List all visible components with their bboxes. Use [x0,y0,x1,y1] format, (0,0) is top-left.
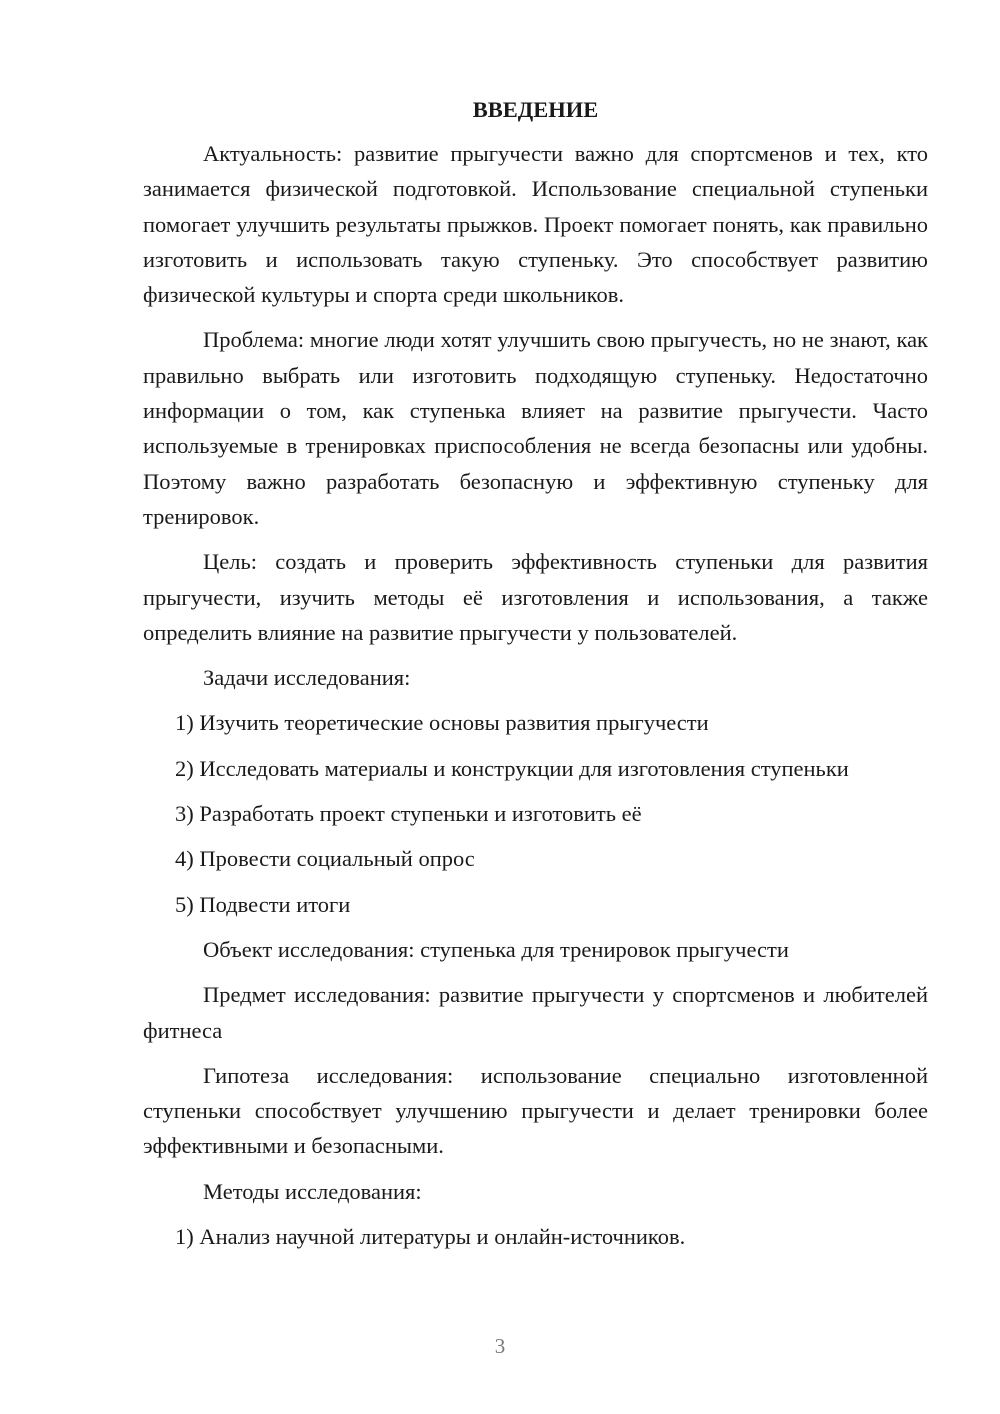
problem-paragraph: Проблема: многие люди хотят улучшить свою прыгучесть, но не знают, как правильно выбрать или изготовить подходящую ступеньку. Недостаточно информации о том, как ступенька влияет на развитие прыгучести. Часто используемые в тренировках приспособления не всегда безопасны или удобны. Поэтому важно разработать безопасную и эффективную ступеньку для тренировок. [143,327,928,529]
task-item: 2) Исследовать материалы и конструкции для изготовления ступеньки [175,755,849,781]
method-item: 1) Анализ научной литературы и онлайн-источников. [175,1224,686,1250]
relevance-paragraph: Актуальность: развитие прыгучести важно для спортсменов и тех, кто занимается физической подготовкой. Использование специальной ступеньки помогает улучшить результаты прыжков. Проект помогает понять, как правильно изготовить и использовать такую ступеньку. Это способствует развитию физической культуры и спорта среди школьников. [143,141,928,308]
methods-heading: Методы исследования: [203,1178,422,1204]
tasks-heading: Задачи исследования: [203,665,411,691]
task-item: 3) Разработать проект ступеньки и изготовить её [175,801,642,827]
page-number: 3 [494,1334,506,1358]
document-page [143,95,928,1264]
section-title: ВВЕДЕНИЕ [472,97,599,122]
object-paragraph: Объект исследования: ступенька для тренировок прыгучести [203,936,789,962]
task-item: 1) Изучить теоретические основы развития прыгучести [175,710,709,736]
goal-paragraph: Цель: создать и проверить эффективность ступеньки для развития прыгучести, изучить методы её изготовления и использования, а также определить влияние на развитие прыгучести у пользователей. [143,549,928,645]
hypothesis-paragraph: Гипотеза исследования: использование специально изготовленной ступеньки способствует улучшению прыгучести и делает тренировки более эффективными и безопасными. [143,1062,928,1159]
task-item: 5) Подвести итоги [175,891,351,917]
subject-paragraph: Предмет исследования: развитие прыгучести у спортсменов и любителей фитнеса [143,982,928,1043]
task-item: 4) Провести социальный опрос [175,846,475,872]
